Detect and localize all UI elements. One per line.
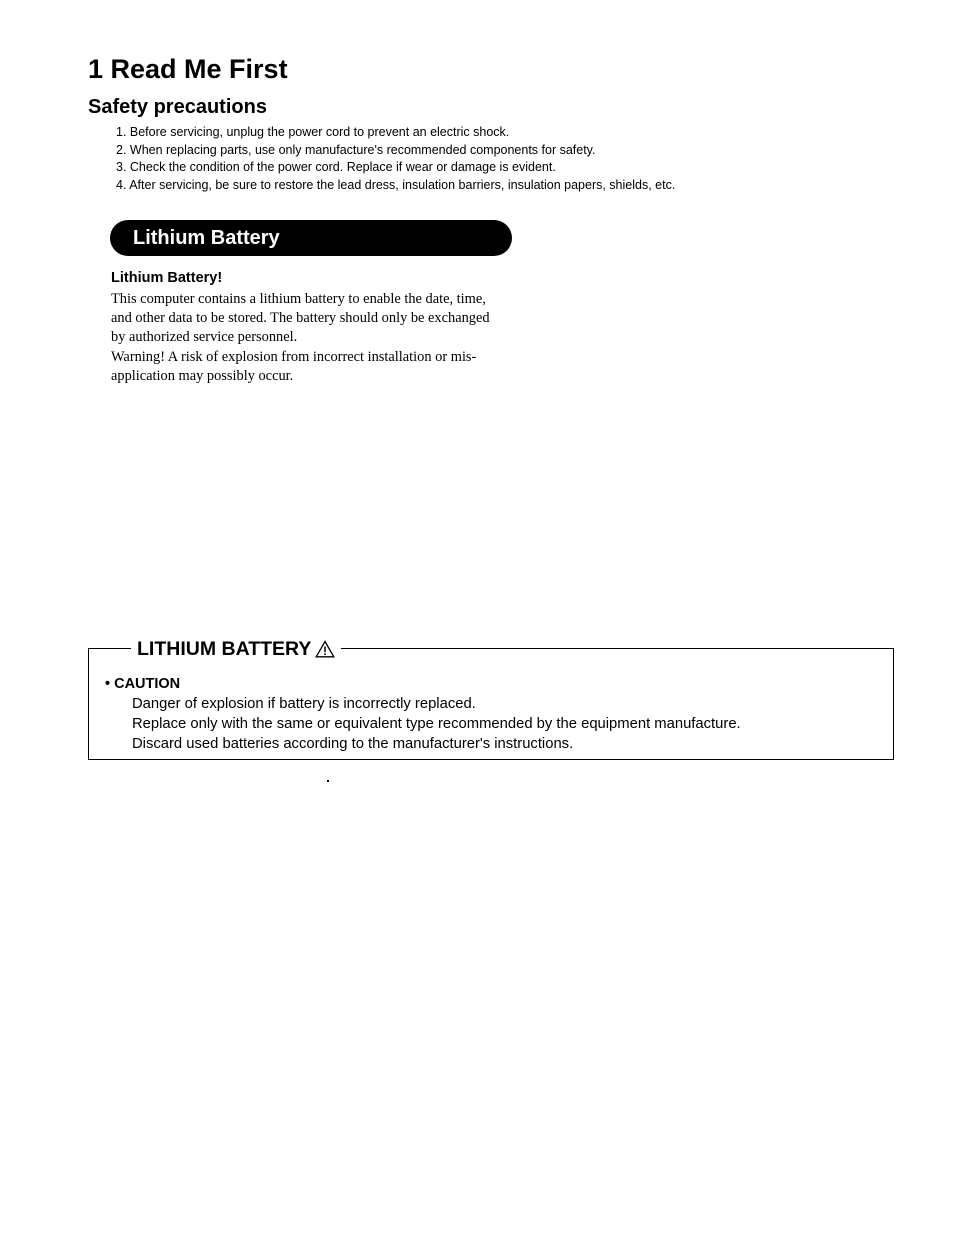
text-line: Replace only with the same or equivalent type recommended by the equipment manufacture. (132, 716, 741, 732)
section-title-safety: Safety precautions (88, 96, 267, 118)
lithium-battery-text (111, 290, 521, 386)
caution-box-legend (131, 636, 341, 662)
safety-list (116, 124, 916, 194)
text-line: This computer contains a lithium battery to enable the date, time, (111, 291, 486, 307)
lithium-battery-banner: Lithium Battery (110, 220, 512, 256)
text-line: and other data to be stored. The battery should only be exchanged (111, 310, 490, 327)
page-title: 1 Read Me First (88, 54, 288, 84)
stray-mark (327, 780, 329, 782)
caution-label: • CAUTION (105, 676, 181, 692)
text-line: Danger of explosion if battery is incorrectly replaced. (132, 696, 476, 712)
text-line: Warning! A risk of explosion from incorrect installation or mis- (111, 348, 477, 365)
caution-box (88, 638, 894, 760)
caution-text (132, 694, 741, 754)
lithium-battery-subtitle: Lithium Battery! (111, 270, 223, 286)
list-item: 3. Check the condition of the power cord. Replace if wear or damage is evident. (116, 160, 556, 174)
text-line: by authorized service personnel. (111, 329, 298, 346)
warning-triangle-icon (315, 640, 335, 658)
text-line: application may possibly occur. (111, 367, 294, 384)
text-line: Discard used batteries according to the manufacturer's instructions. (132, 736, 574, 752)
list-item: 1. Before servicing, unplug the power cord to prevent an electric shock. (116, 125, 510, 139)
list-item: 2. When replacing parts, use only manufacture's recommended components for safety. (116, 142, 596, 157)
caution-box-title: LITHIUM BATTERY (137, 638, 312, 660)
list-item: 4. After servicing, be sure to restore the lead dress, insulation barriers, insulation papers, shields, etc. (116, 177, 676, 192)
